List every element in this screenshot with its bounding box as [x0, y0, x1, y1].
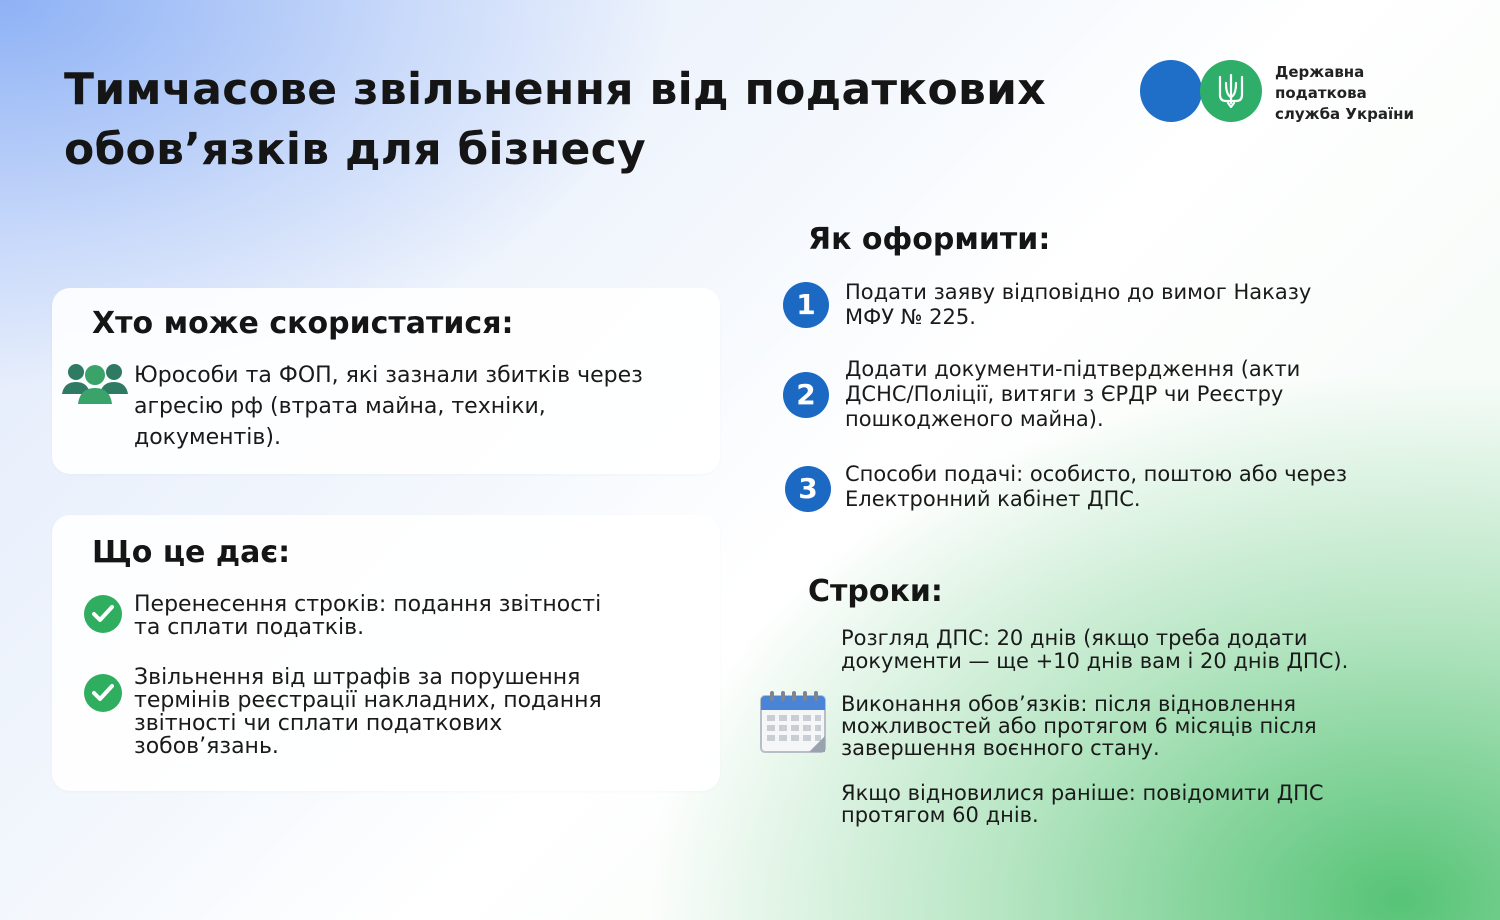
benefits-heading: Що це дає: [92, 535, 291, 570]
step-3-text [845, 462, 1347, 512]
logo-blue-circle [1140, 60, 1202, 122]
step-3-number: 3 [785, 466, 831, 512]
check-icon [84, 595, 122, 633]
deadline-item [841, 627, 1348, 673]
step-line: Додати документи-підтвердження (акти [845, 357, 1301, 381]
who-line: агресію рф (втрата майна, техніки, [134, 394, 546, 419]
step-line: пошкодженого майна). [845, 407, 1104, 431]
page-title-line-2: обов’язків для бізнесу [64, 124, 646, 175]
benefits-card [52, 515, 720, 791]
logo-text-line-2: податкова [1275, 84, 1367, 102]
deadline-line: Якщо відновилися раніше: повідомити ДПС [841, 781, 1324, 805]
who-line: Юрособи та ФОП, які зазнали збитків через [134, 363, 643, 388]
who-description [134, 360, 643, 453]
logo-text [1275, 62, 1414, 125]
deadline-line: протягом 60 днів. [841, 803, 1039, 827]
page-title [64, 60, 1064, 180]
benefit-item [134, 593, 601, 639]
logo-text-line-1: Державна [1275, 63, 1365, 81]
benefit-line: Звільнення від штрафів за порушення [134, 665, 581, 690]
step-line: ДСНС/Поліції, витяги з ЄРДР чи Реєстру [845, 382, 1284, 406]
deadline-item [841, 782, 1324, 826]
step-2-text [845, 357, 1300, 432]
step-line: МФУ № 225. [845, 305, 976, 329]
calendar-icon [759, 690, 827, 754]
benefit-line: термінів реєстрації накладних, подання [134, 688, 602, 713]
deadline-line: Розгляд ДПС: 20 днів (якщо треба додати [841, 626, 1308, 650]
who-heading: Хто може скористатися: [92, 306, 514, 341]
benefit-line: зобов’язань. [134, 734, 279, 759]
deadline-line: завершення воєнного стану. [841, 736, 1160, 760]
trident-icon [1217, 73, 1245, 109]
users-icon [62, 360, 128, 406]
step-1-text [845, 280, 1311, 330]
who-line: документів). [134, 425, 281, 450]
benefit-item [134, 666, 602, 758]
step-line: Подати заяву відповідно до вимог Наказу [845, 280, 1312, 304]
howto-heading: Як оформити: [808, 222, 1051, 257]
who-card [52, 288, 720, 474]
deadline-line: Виконання обов’язків: після відновлення [841, 692, 1297, 716]
deadline-item [841, 693, 1317, 759]
page-title-line-1: Тимчасове звільнення від податкових [64, 64, 1046, 115]
deadline-line: можливостей або протягом 6 місяців після [841, 714, 1317, 738]
benefit-line: та сплати податків. [134, 615, 365, 640]
step-line: Способи подачі: особисто, поштою або через [845, 462, 1348, 486]
step-1-number: 1 [783, 282, 829, 328]
logo-green-circle [1200, 60, 1262, 122]
deadlines-heading: Строки: [808, 574, 943, 609]
step-2-number: 2 [783, 372, 829, 418]
tax-service-logo [1140, 60, 1460, 124]
check-icon [84, 674, 122, 712]
benefit-line: Перенесення строків: подання звітності [134, 592, 602, 617]
benefit-line: звітності чи сплати податкових [134, 711, 503, 736]
logo-text-line-3: служба України [1275, 105, 1415, 123]
deadline-line: документи — ще +10 днів вам і 20 днів ДПС). [841, 649, 1349, 673]
step-line: Електронний кабінет ДПС. [845, 487, 1141, 511]
